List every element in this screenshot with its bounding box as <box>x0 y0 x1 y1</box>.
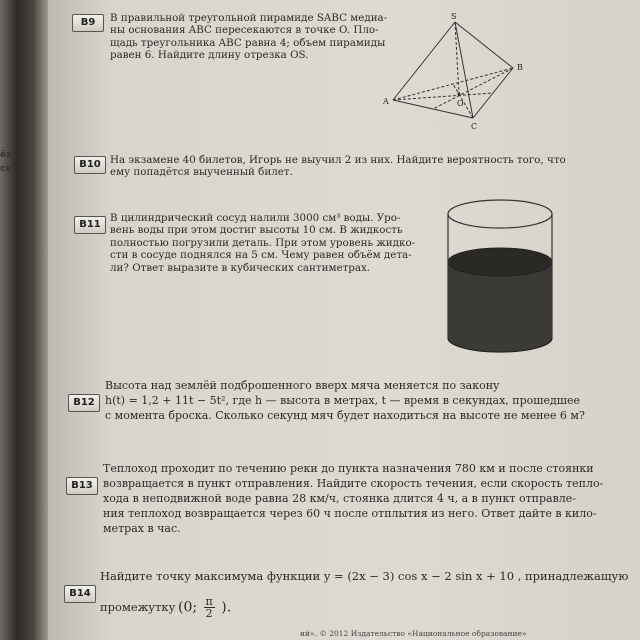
page-footer: ий». © 2012 Издательство «Национальное образование» <box>300 629 527 638</box>
pyramid-figure <box>375 8 535 133</box>
edge-sa <box>393 22 455 100</box>
b10-line-1: На экзамене 40 билетов, Игорь не выучил 2 из них. Найдите вероятность того, что <box>110 154 566 166</box>
b14-line-2: промежутку <box>100 600 176 614</box>
label-a: A <box>383 97 389 106</box>
b13-line-1: Теплоход проходит по течению реки до пункта назначения 780 км и после стоянки <box>103 462 594 475</box>
b13-line-4: ния теплоход возвращается через 60 ч после отплытия из него. Ответ дайте в кило- <box>103 507 597 520</box>
problem-tag-b13: B13 <box>66 477 98 495</box>
b13-line-2: возвращается в пункт отправления. Найдите скорость течения, если скорость тепло- <box>103 477 604 490</box>
b9-line-2: ны основания ABC пересекаются в точке O. Пло- <box>110 24 379 37</box>
b12-line-2: h(t) = 1,2 + 11t − 5t², где h — высота в метрах, t — время в секундах, прошедшее <box>105 394 581 407</box>
b11-line-1: В цилиндрический сосуд налили 3000 см³ воды. Уро- <box>110 212 401 224</box>
side-fragment-1: ёх <box>0 150 12 160</box>
point-o <box>458 93 461 96</box>
problem-text-b12 <box>105 378 585 423</box>
fraction-den: 2 <box>205 607 213 620</box>
fraction-pi-over-2 <box>204 596 215 619</box>
b13-line-5: метрах в час. <box>103 522 181 535</box>
problem-tag-b14: B14 <box>64 585 96 603</box>
b11-line-4: сти в сосуде поднялся на 5 см. Чему равен объём дета- <box>110 249 412 262</box>
side-fragment-2: ск <box>0 164 12 174</box>
label-s: S <box>451 12 457 21</box>
problem-text-b11 <box>110 212 416 274</box>
cylinder-figure <box>440 198 560 363</box>
edge-sb <box>455 22 513 68</box>
problem-tag-b11: B11 <box>74 216 106 234</box>
b9-line-3: щадь треугольника ABC равна 4; объем пирамиды <box>110 36 386 49</box>
b9-line-1: В правильной треугольной пирамиде SABC медиа- <box>110 12 388 24</box>
label-b: B <box>517 63 523 72</box>
b12-line-1: Высота над землёй подброшенного вверх мяча меняется по закону <box>105 379 500 392</box>
problem-text-b13 <box>103 461 604 536</box>
problem-text-b9 <box>110 12 388 62</box>
b14-interval <box>178 596 231 619</box>
problem-tag-b10: B10 <box>74 156 106 174</box>
edge-cb <box>473 68 513 118</box>
label-o: O <box>457 99 464 108</box>
b14-line-1: Найдите точку максимума функции y = (2x − 3) cos x − 2 sin x + 10 , принадлежащую <box>100 569 629 583</box>
cylinder-top <box>448 200 552 228</box>
interval-close: ). <box>221 599 232 616</box>
problem-tag-b12: B12 <box>68 394 100 412</box>
b11-line-5: ли? Ответ выразите в кубических сантиметрах. <box>110 261 371 274</box>
water-surface <box>448 248 552 276</box>
b11-line-2: вень воды при этом достиг высоты 10 см. В жидкость <box>110 224 403 237</box>
b12-line-3: с момента броска. Сколько секунд мяч будет находиться на высоте не менее 6 м? <box>105 409 585 422</box>
b11-line-3: полностью погрузили деталь. При этом уровень жидко- <box>110 236 416 249</box>
fraction-num: π <box>205 595 213 608</box>
problem-text-b10 <box>110 154 570 179</box>
label-c: C <box>471 122 478 131</box>
page-binding <box>0 0 48 640</box>
median-b <box>433 68 513 109</box>
problem-tag-b9: B9 <box>72 14 104 32</box>
edge-ab <box>393 68 513 100</box>
b10-line-2: ему попадётся выученный билет. <box>110 166 293 179</box>
b13-line-3: хода в неподвижной воде равна 28 км/ч, стоянка длится 4 ч, а в пункт отправле- <box>103 492 576 505</box>
b9-line-4: равен 6. Найдите длину отрезка OS. <box>110 49 309 62</box>
interval-open: (0; <box>178 599 198 616</box>
